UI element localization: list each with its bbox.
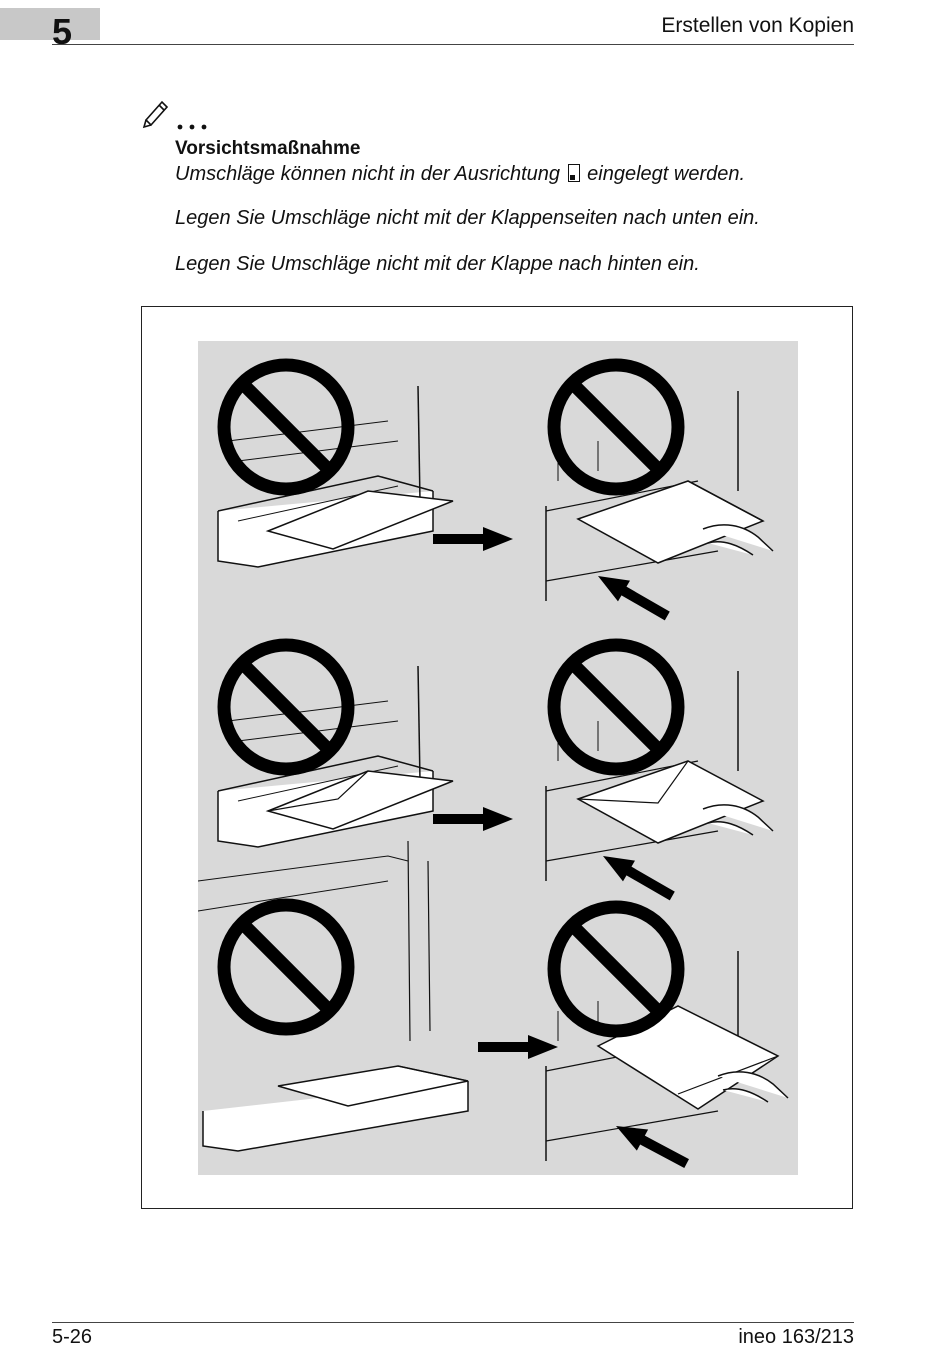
page-header-title: Erstellen von Kopien (661, 14, 854, 37)
panel-right-2 (546, 645, 773, 906)
caution-line-3: Legen Sie Umschläge nicht mit der Klappe nach hinten ein. (175, 253, 700, 275)
panel-left-1 (218, 365, 513, 567)
chapter-number: 5 (52, 11, 73, 52)
product-name: ineo 163/213 (738, 1326, 854, 1348)
panel-right-3 (546, 907, 788, 1174)
orientation-icon (568, 164, 580, 182)
caution-line-1 (175, 163, 745, 186)
header-divider (52, 44, 854, 45)
pencil-note-icon (142, 94, 212, 132)
caution-line-1-start: Umschläge können nicht in der Ausrichtung (175, 163, 561, 185)
panel-left-3 (198, 841, 558, 1151)
panel-right-1 (546, 365, 773, 626)
footer-divider (52, 1322, 854, 1323)
page-number: 5-26 (52, 1326, 93, 1348)
caution-line-2: Legen Sie Umschläge nicht mit der Klappenseiten nach unten ein. (175, 207, 760, 229)
caution-line-1-end: eingelegt werden. (587, 163, 746, 185)
chapter-tab (0, 8, 100, 40)
envelope-loading-illustration (198, 341, 798, 1175)
panel-left-2 (218, 645, 513, 847)
caution-heading: Vorsichtsmaßnahme (175, 138, 361, 159)
